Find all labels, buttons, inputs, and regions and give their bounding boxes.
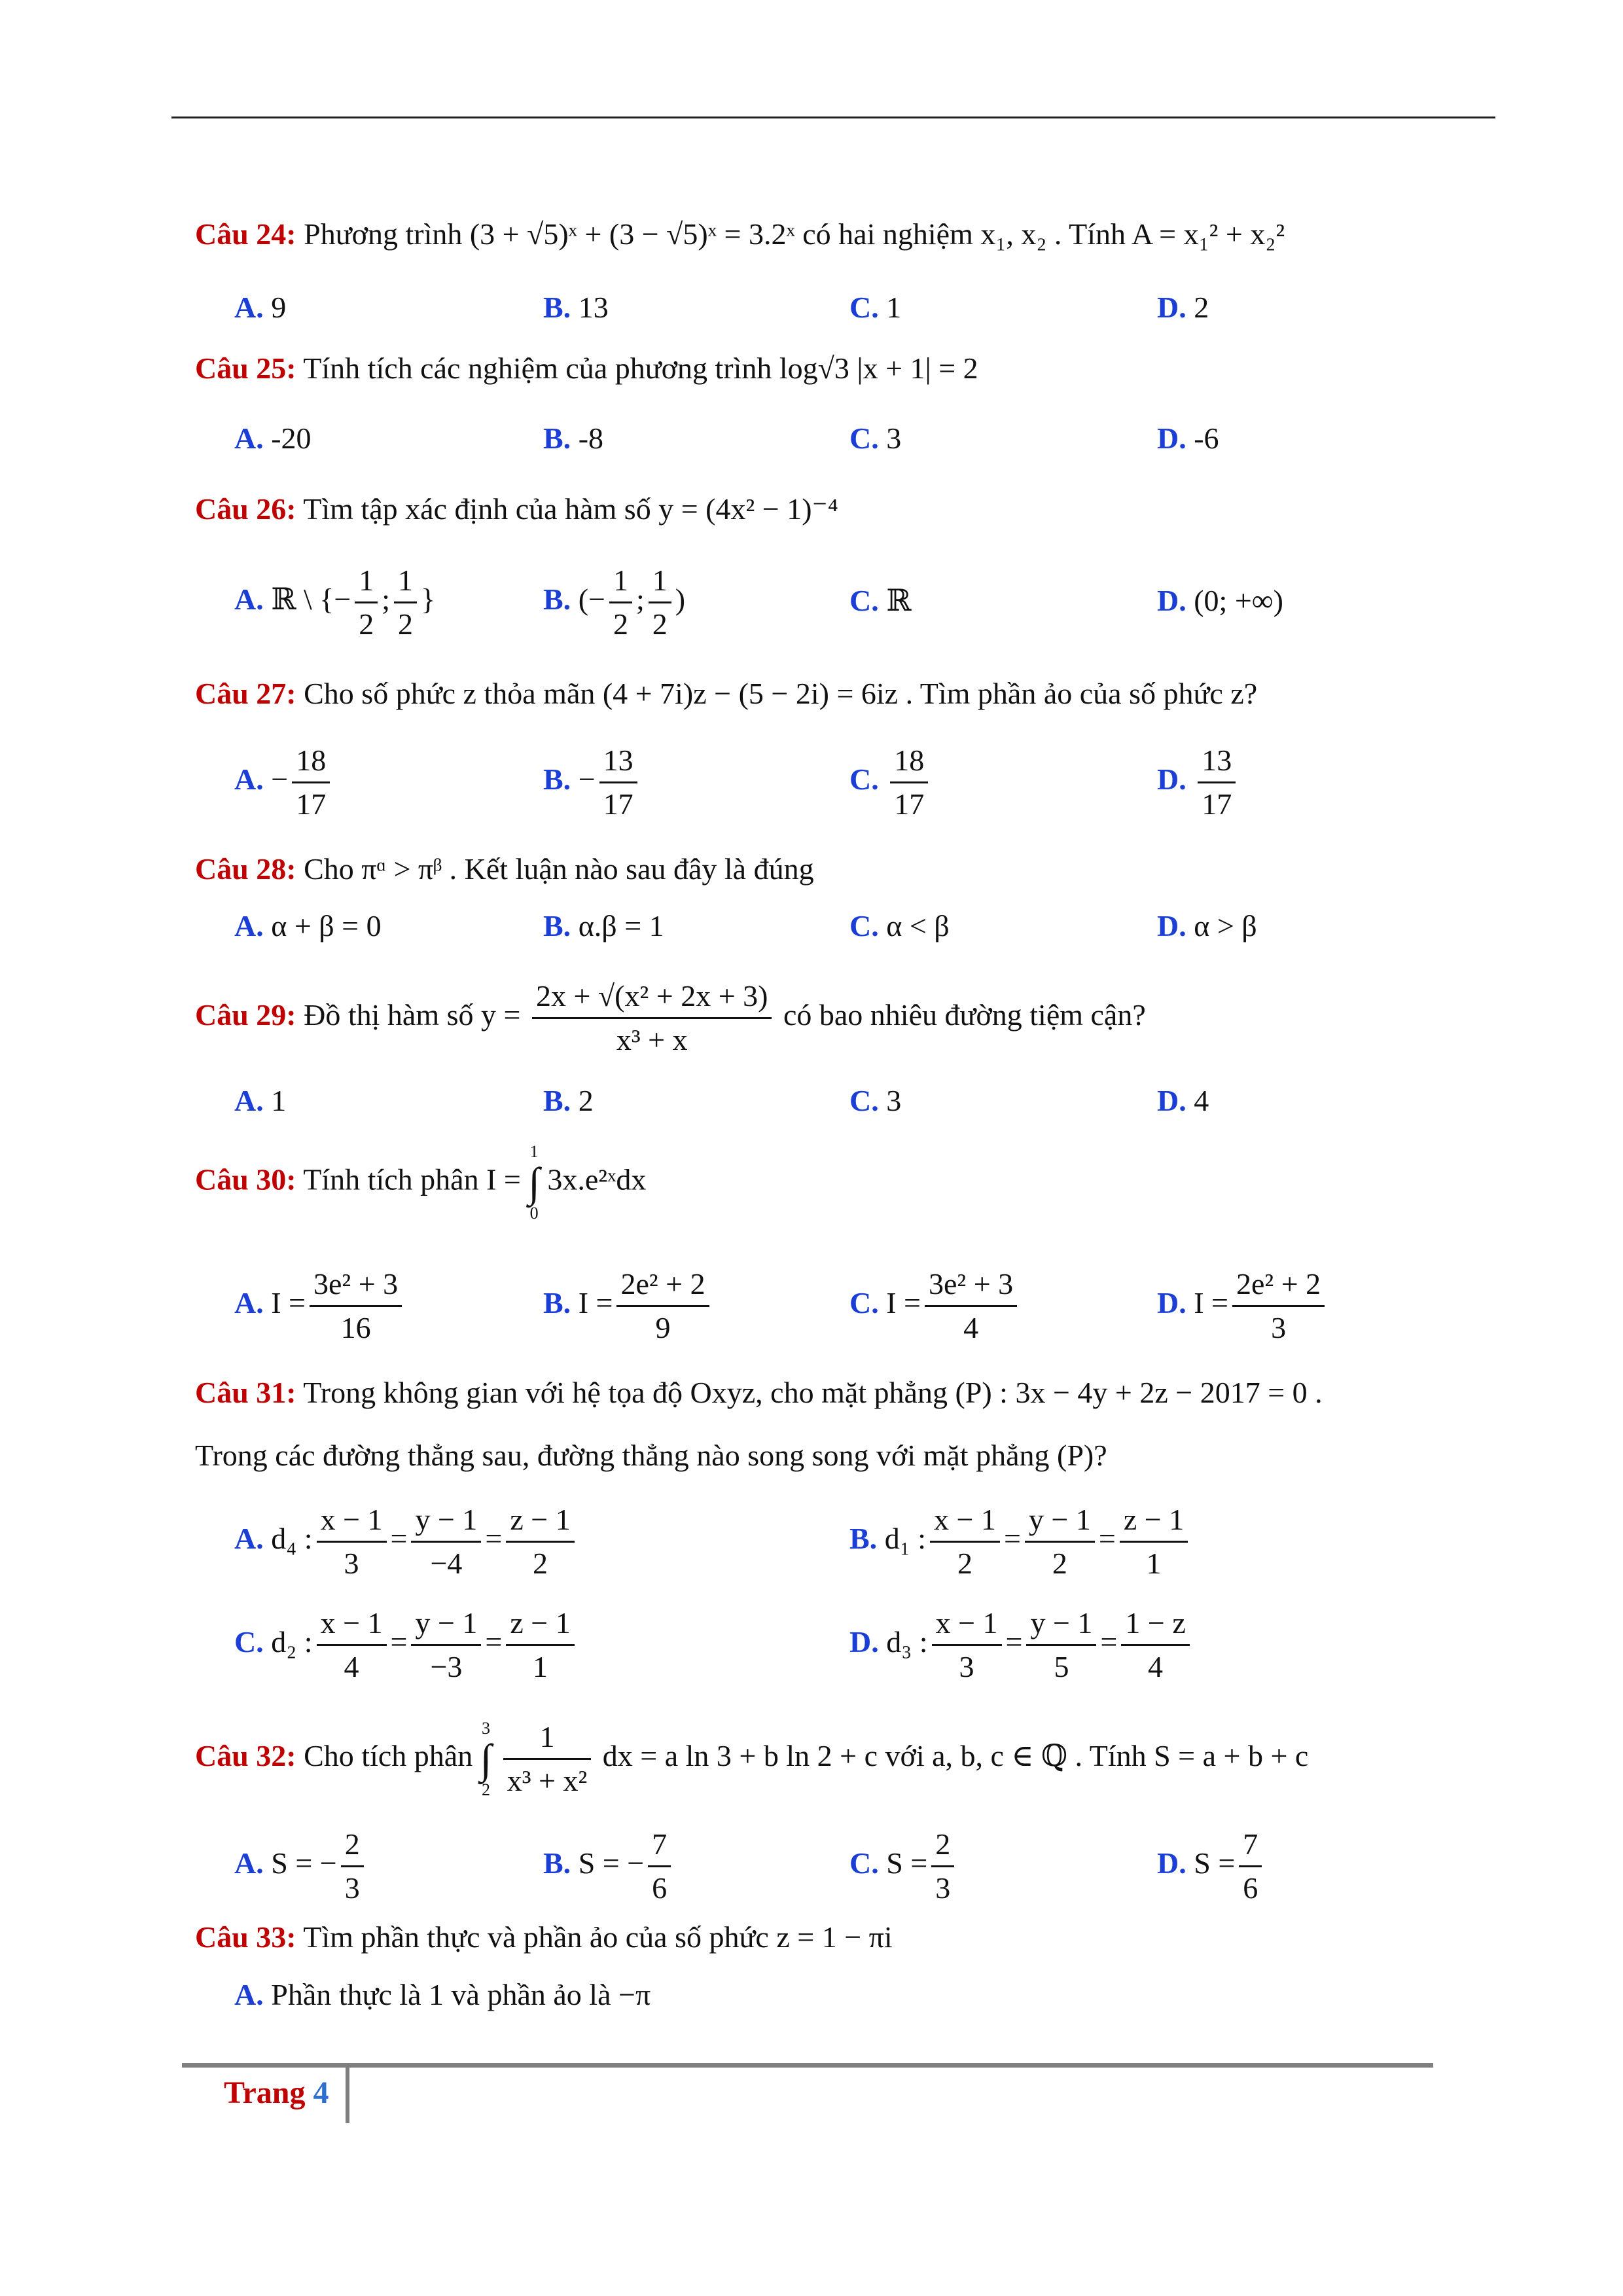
integral-sign: 3 ∫ 2	[480, 1718, 492, 1799]
question-31	[195, 1373, 1323, 1412]
fraction: $\frac{z - 1}{1}$	[1120, 1499, 1188, 1585]
option-c[interactable]: C. $\frac{18}{17}$	[849, 740, 932, 825]
option-c[interactable]: C. 3	[849, 1084, 902, 1117]
option-d[interactable]: D. 2	[1157, 291, 1209, 324]
question-32: Câu 32: Cho tích phân 3 ∫ 2 $\frac{1}{\text{x³ + x²}}$ dx = a ln 3 + b ln 2 + c với a, b, c ∈ ℚ . Tính S = a + b + c	[195, 1716, 1308, 1802]
fraction: $\frac{\text{2x + √(x² + 2x + 3)}}{\text{x³ + x}}$	[532, 975, 772, 1061]
question-label: Câu 27:	[195, 677, 296, 710]
fraction: $\frac{y - 1}{2}$	[1025, 1499, 1095, 1585]
option-b[interactable]: B. α.β = 1	[543, 909, 664, 942]
option-c[interactable]: C. 1	[849, 291, 902, 324]
option-c[interactable]: C. 3	[849, 422, 902, 455]
option-b[interactable]: B. S = − $\frac{7}{6}$	[543, 1823, 675, 1909]
fraction: $\frac{\text{2e² + 2}}{9}$	[616, 1263, 709, 1349]
question-label: Câu 24:	[195, 217, 296, 251]
fraction: $\frac{1}{\text{x³ + x²}}$	[503, 1716, 592, 1802]
fraction: $\frac{13}{17}$	[599, 740, 637, 825]
fraction: $\frac{z - 1}{1}$	[506, 1602, 574, 1688]
fraction: $\frac{x - 1}{2}$	[930, 1499, 1000, 1585]
question-label: Câu 30:	[195, 1162, 296, 1196]
option-d[interactable]: D. 4	[1157, 1084, 1209, 1117]
fraction: $\frac{18}{17}$	[890, 740, 928, 825]
fraction: $\frac{\text{2e² + 2}}{3}$	[1232, 1263, 1325, 1349]
question-text: Tính tích các nghiệm của phương trình log√3 |x + 1| = 2	[303, 351, 978, 385]
option-a[interactable]: A. Phần thực là 1 và phần ảo là −π	[234, 1978, 651, 2011]
option-d[interactable]: D. d₃ : $\frac{x - 1}{3}$ = $\frac{y - 1}{5}$ = $\frac{1 - z}{4}$	[849, 1602, 1194, 1688]
fraction: $\frac{x - 1}{3}$	[932, 1602, 1002, 1688]
question-text: Tìm tập xác định của hàm số y = (4x² − 1)⁻⁴	[303, 492, 838, 526]
option-b[interactable]: B. 2	[543, 1084, 594, 1117]
question-label: Câu 32:	[195, 1739, 296, 1773]
option-c[interactable]: C. ℝ	[849, 584, 912, 617]
option-b[interactable]: B. 13	[543, 291, 609, 324]
page-number: Trang 4	[224, 2075, 329, 2110]
question-text: Phương trình (3 + √5)ˣ + (3 − √5)ˣ = 3.2ˣ có hai nghiệm x₁, x₂ . Tính A = x₁² + x₂²	[304, 217, 1285, 251]
question-text: Tìm phần thực và phần ảo của số phức z = 1 − πi	[303, 1920, 893, 1954]
fraction: $\frac{y - 1}{-3}$	[411, 1602, 481, 1688]
header-rule	[171, 117, 1495, 118]
question-28	[195, 850, 814, 889]
fraction: $\frac{y - 1}{5}$	[1026, 1602, 1096, 1688]
option-d[interactable]: D. -6	[1157, 422, 1219, 455]
question-31-continued	[195, 1436, 1107, 1475]
option-d[interactable]: D. α > β	[1157, 909, 1257, 942]
option-c[interactable]: C. S = $\frac{2}{3}$	[849, 1823, 958, 1909]
question-27	[195, 674, 1257, 713]
option-a[interactable]: A. ℝ \ {− $\frac{1}{2}$ ; $\frac{1}{2}$ }	[234, 560, 435, 645]
question-25	[195, 349, 978, 388]
question-label: Câu 25:	[195, 351, 296, 385]
fraction: $\frac{\text{3e² + 3}}{16}$	[310, 1263, 402, 1349]
question-label: Câu 31:	[195, 1376, 296, 1409]
option-a[interactable]: A. 1	[234, 1084, 287, 1117]
option-d[interactable]: D. (0; +∞)	[1157, 584, 1283, 617]
option-a[interactable]: A. d₄ : $\frac{x - 1}{3}$ = $\frac{y - 1}{-4}$ = $\frac{z - 1}{2}$	[234, 1499, 579, 1585]
option-c[interactable]: C. α < β	[849, 909, 950, 942]
fraction: $\frac{1}{2}$	[394, 560, 417, 645]
fraction: $\frac{1}{2}$	[609, 560, 632, 645]
question-label: Câu 29:	[195, 998, 296, 1032]
integral-sign: 1 ∫ 0	[528, 1142, 540, 1223]
fraction: $\frac{18}{17}$	[292, 740, 330, 825]
option-b[interactable]: B. d₁ : $\frac{x - 1}{2}$ = $\frac{y - 1}{2}$ = $\frac{z - 1}{1}$	[849, 1499, 1192, 1585]
option-b[interactable]: B. I = $\frac{\text{2e² + 2}}{9}$	[543, 1263, 713, 1349]
fraction: $\frac{1 - z}{4}$	[1121, 1602, 1189, 1688]
question-text: Cho số phức z thỏa mãn (4 + 7i)z − (5 − 2i) = 6iz . Tìm phần ảo của số phức z?	[304, 677, 1258, 710]
question-24	[195, 215, 1285, 254]
option-b[interactable]: B. − $\frac{13}{17}$	[543, 740, 641, 825]
option-a[interactable]: A. -20	[234, 422, 312, 455]
footer-rule	[182, 2063, 1433, 2068]
option-a[interactable]: A. α + β = 0	[234, 909, 382, 942]
option-d[interactable]: D. I = $\frac{\text{2e² + 2}}{3}$	[1157, 1263, 1329, 1349]
option-a[interactable]: A. I = $\frac{\text{3e² + 3}}{16}$	[234, 1263, 406, 1349]
question-label: Câu 33:	[195, 1920, 296, 1954]
option-d[interactable]: D. $\frac{13}{17}$	[1157, 740, 1240, 825]
option-a[interactable]: A. − $\frac{18}{17}$	[234, 740, 334, 825]
fraction: $\frac{1}{2}$	[355, 560, 378, 645]
question-label: Câu 26:	[195, 492, 296, 526]
option-a[interactable]: A. S = − $\frac{2}{3}$	[234, 1823, 368, 1909]
question-text: Cho πᵅ > πᵝ . Kết luận nào sau đây là đúng	[304, 852, 814, 886]
fraction: $\frac{2}{3}$	[341, 1823, 364, 1909]
fraction: $\frac{7}{6}$	[1239, 1823, 1262, 1909]
option-d[interactable]: D. S = $\frac{7}{6}$	[1157, 1823, 1266, 1909]
fraction: $\frac{1}{2}$	[649, 560, 671, 645]
fraction: $\frac{x - 1}{4}$	[317, 1602, 387, 1688]
fraction: $\frac{7}{6}$	[648, 1823, 671, 1909]
fraction: $\frac{z - 1}{2}$	[506, 1499, 574, 1585]
fraction: $\frac{2}{3}$	[931, 1823, 954, 1909]
option-c[interactable]: C. I = $\frac{\text{3e² + 3}}{4}$	[849, 1263, 1021, 1349]
question-text: Trong các đường thẳng sau, đường thẳng nào song song với mặt phẳng (P)?	[195, 1439, 1107, 1472]
question-30: Câu 30: Tính tích phân I = 1 ∫ 0 3x.e²ˣdx	[195, 1142, 647, 1223]
fraction: $\frac{\text{3e² + 3}}{4}$	[925, 1263, 1017, 1349]
question-33	[195, 1918, 893, 1957]
fraction: $\frac{13}{17}$	[1198, 740, 1236, 825]
fraction: $\frac{x - 1}{3}$	[317, 1499, 387, 1585]
option-b[interactable]: B. -8	[543, 422, 604, 455]
option-a[interactable]: A. 9	[234, 291, 287, 324]
option-b[interactable]: B. (− $\frac{1}{2}$ ; $\frac{1}{2}$ )	[543, 560, 685, 645]
fraction: $\frac{y - 1}{-4}$	[411, 1499, 481, 1585]
footer-divider	[346, 2067, 349, 2123]
question-29: Câu 29: Đồ thị hàm số y = $\frac{\text{2x + √(x² + 2x + 3)}}{\text{x³ + x}}$ có bao nhiêu đường tiệm cận?	[195, 975, 1146, 1061]
question-26	[195, 490, 838, 529]
question-text: Trong không gian với hệ tọa độ Oxyz, cho mặt phẳng (P) : 3x − 4y + 2z − 2017 = 0 .	[303, 1376, 1323, 1409]
question-label: Câu 28:	[195, 852, 296, 886]
option-c[interactable]: C. d₂ : $\frac{x - 1}{4}$ = $\frac{y - 1}{-3}$ = $\frac{z - 1}{1}$	[234, 1602, 579, 1688]
